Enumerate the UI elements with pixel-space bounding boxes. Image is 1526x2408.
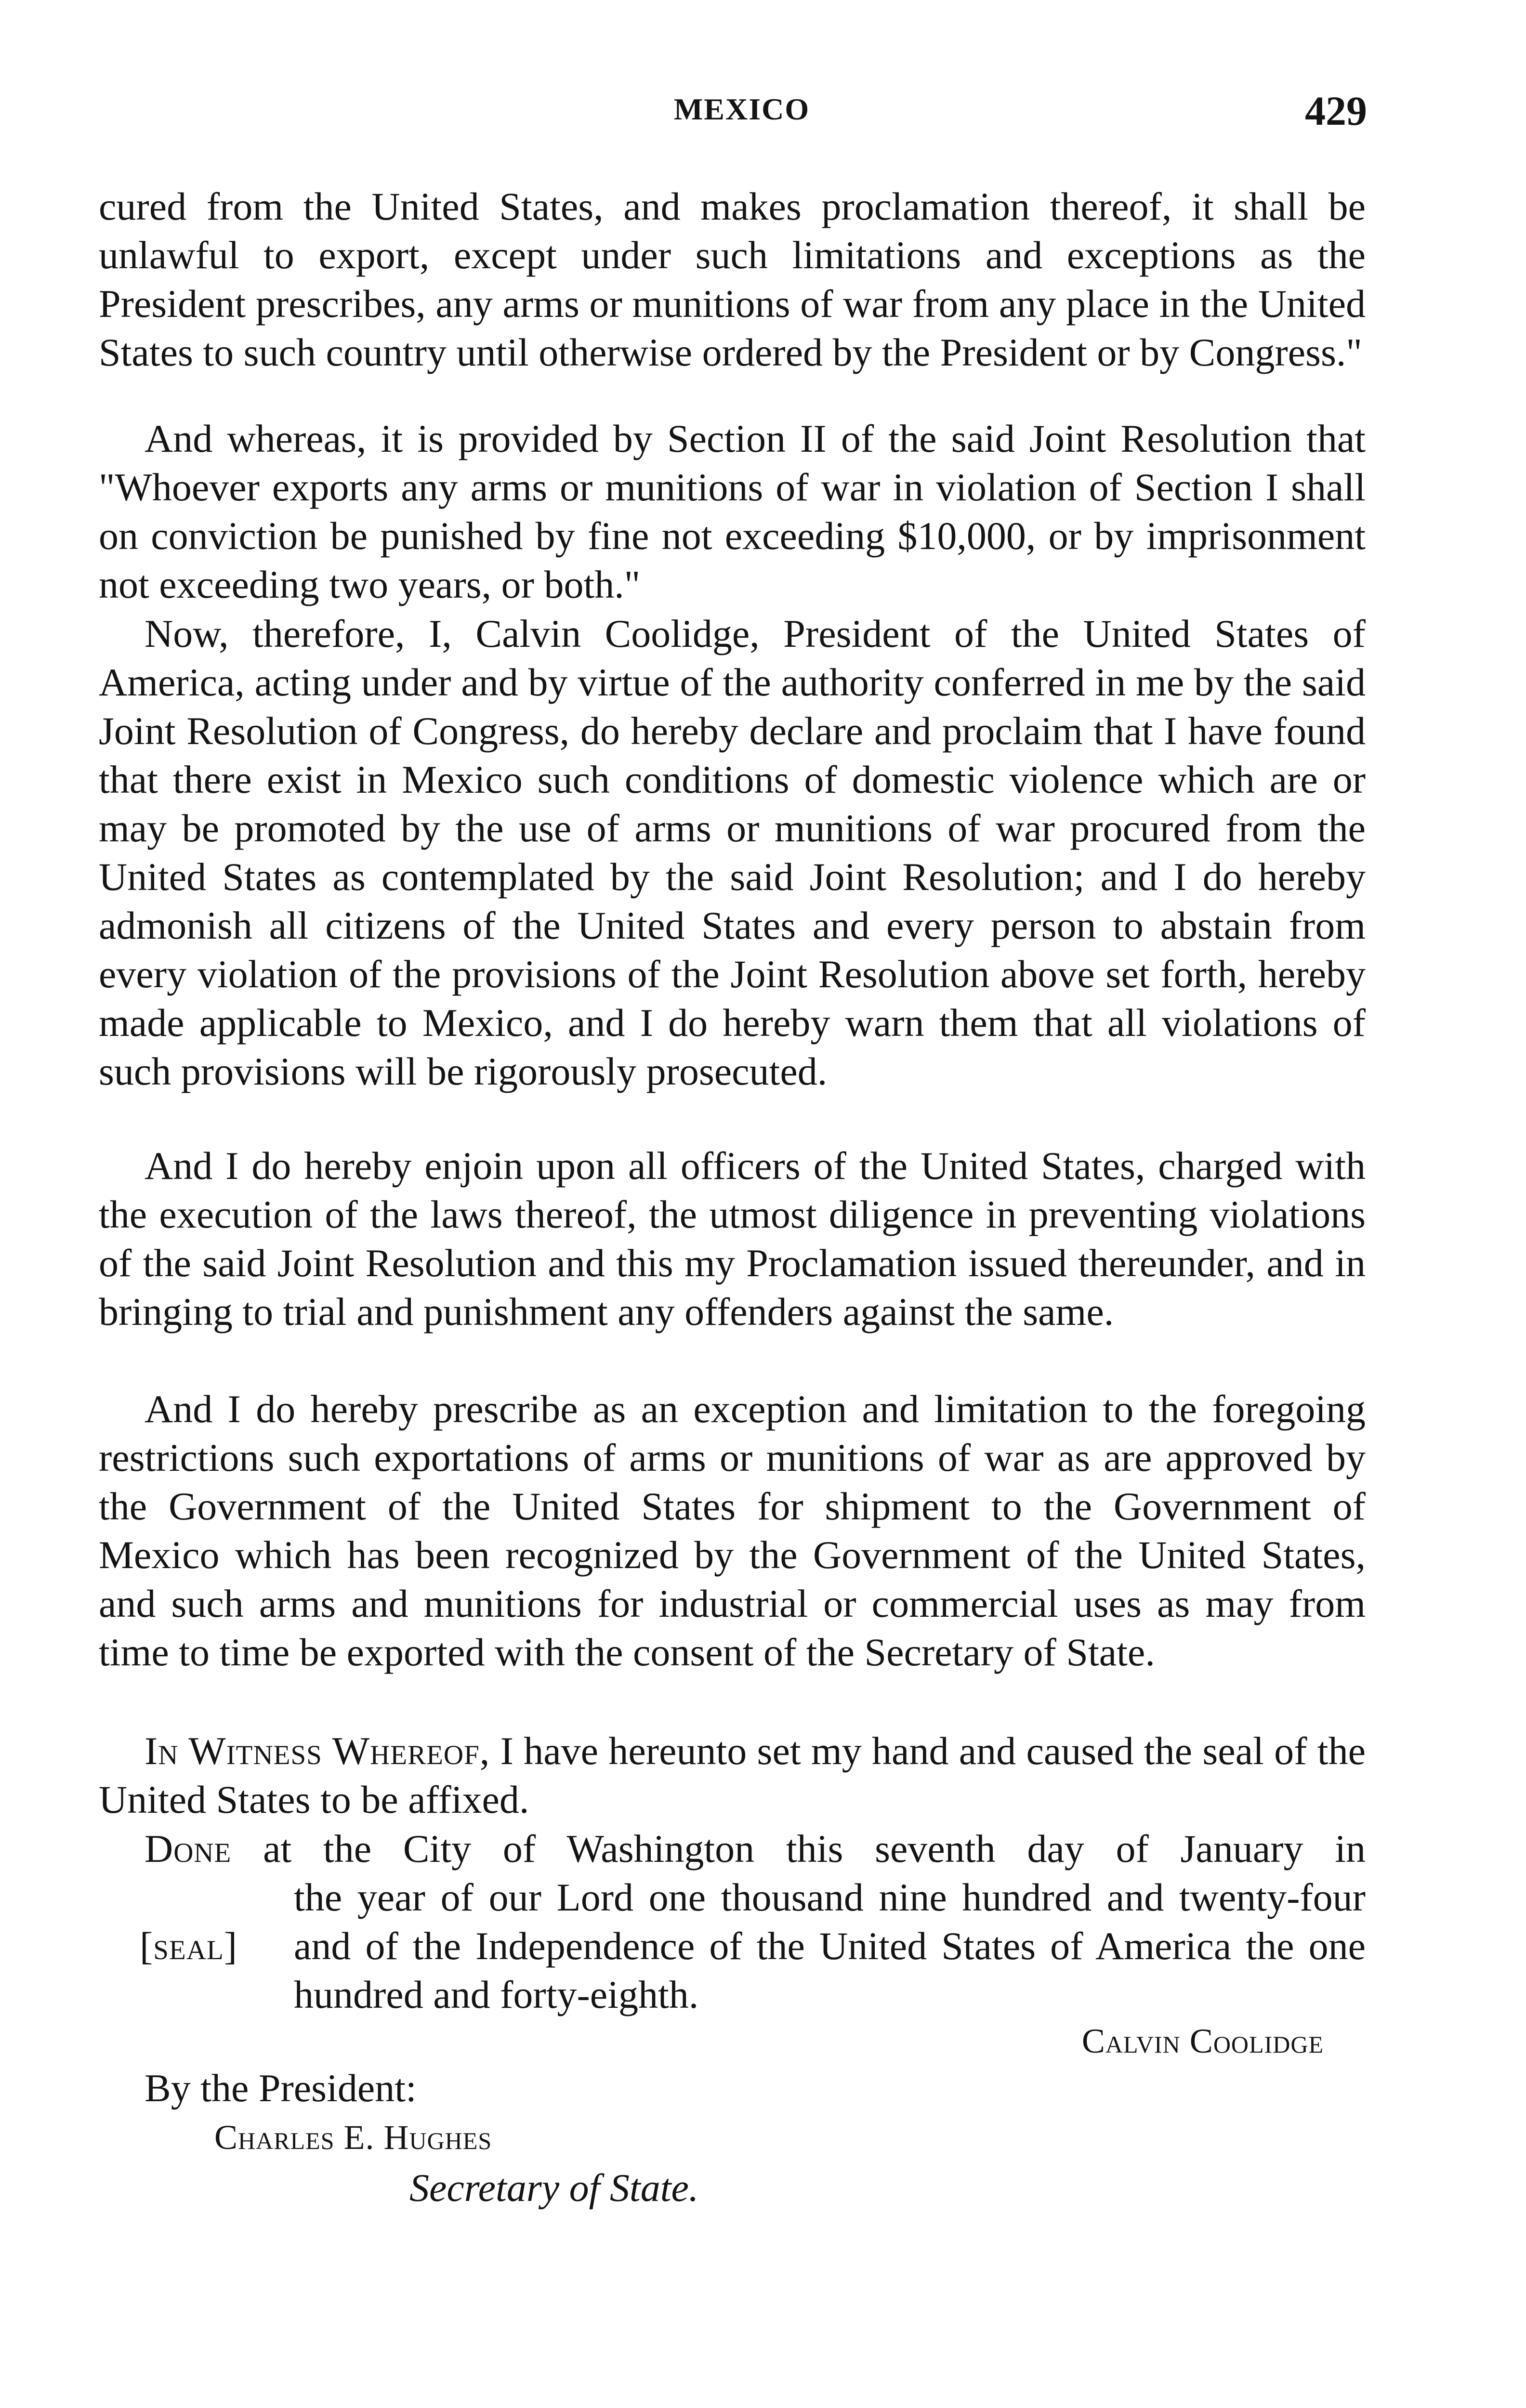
seal-mark: [seal]	[140, 1924, 238, 1968]
secretary-title: Secretary of State.	[409, 2166, 699, 2210]
president-signature: Calvin Coolidge	[1081, 2022, 1324, 2060]
by-the-president: By the President:	[145, 2066, 417, 2110]
paragraph-whereas: And whereas, it is provided by Section II of the said Joint Resolution that "Whoever exports any arms or munitions of war in violation of Section I shall on conviction be punished by fine not exceeding $10,000, or by imprisonment not exceeding two years, or both."	[99, 417, 1366, 606]
witness-text: I have hereunto set my hand and caused the seal of the United States to be affixed.	[99, 1729, 1366, 1821]
paragraph-proclamation: Now, therefore, I, Calvin Coolidge, President of the United States of America, acting under and by virtue of the authority conferred in me by the said Joint Resolution of Congress, do hereby declare and proclaim that I have found that there exist in Mexico such conditions of domestic violence which are or may be promoted by the use of arms or munitions of war procured from the United States as contemplated by the said Joint Resolution; and I do hereby admonish all citizens of the United States and every person to abstain from every violation of the provisions of the Joint Resolution above set forth, hereby made applicable to Mexico, and I do hereby warn them that all violations of such provisions will be rigorously prosecuted.	[99, 612, 1366, 1093]
done-line	[145, 1824, 1366, 1873]
paragraph-witness	[99, 1727, 1366, 1824]
done-first-line: at the City of Washington this seventh day of January in	[231, 1827, 1366, 1871]
paragraph-continued: cured from the United States, and makes proclamation thereof, it shall be unlawful to export, except under such limitations and exceptions as the President prescribes, any arms or munitions of war from any place in the United States to such country until otherwise ordered by the President or by Congress."	[99, 184, 1366, 374]
paragraph-exception: And I do hereby prescribe as an exception and limitation to the foregoing restrictions such exportations of arms or munitions of war as are approved by the Government of the United States for shipment to the Government of Mexico which has been recognized by the Government of the United States, and such arms and munitions for industrial or commercial uses as may from time to time be exported with the consent of the Secretary of State.	[99, 1387, 1366, 1674]
done-body: the year of our Lord one thousand nine hundred and twenty-four and of the Independence of the United States of America the one hundred and forty-eighth.	[294, 1875, 1366, 2016]
witness-lead: In Witness Whereof,	[145, 1729, 490, 1773]
secretary-name: Charles E. Hughes	[214, 2118, 492, 2157]
page-number: 429	[1305, 88, 1367, 134]
running-header: MEXICO	[673, 92, 810, 126]
paragraph-enjoin: And I do hereby enjoin upon all officers of the United States, charged with the execution of the laws thereof, the utmost diligence in preventing violations of the said Joint Resolution and this my Proclamation issued thereunder, and in bringing to trial and punishment any offenders against the same.	[99, 1144, 1366, 1334]
done-lead: Done	[145, 1827, 232, 1871]
